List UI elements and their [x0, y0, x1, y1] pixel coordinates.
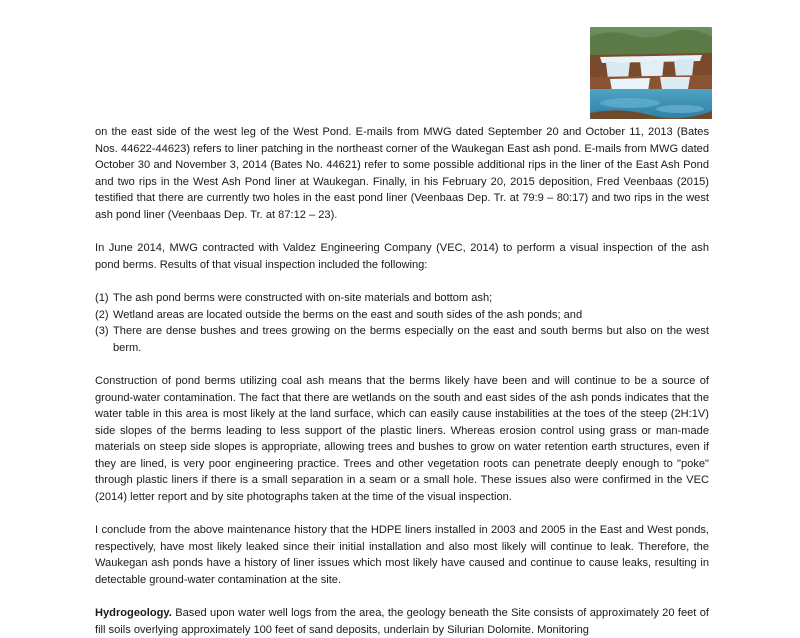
list-item: (2) Wetland areas are located outside the berms on the east and south sides of the ash ponds; and: [95, 308, 583, 321]
paragraph-conclusion: I conclude from the above maintenance history that the HDPE liners installed in 2003 and 2005 in the East and West ponds, respectively, have most likely leaked since their initial installation and also most likely will continue to leak. Therefore, the Waukegan ash ponds have a history of liner issues which most likely have caused and continue to cause leaks, resulting in detectable ground-water contamination at the site.: [95, 524, 709, 587]
paragraph-liner-emails: on the east side of the west leg of the West Pond. E-mails from MWG dated September 20 and October 11, 2013 (Bates Nos. 44622-44623) refers to liner patching in the northeast corner of the Waukegan East ash pond. E-mails from MWG dated October 30 and November 3, 2014 (Bates No. 44621) refer to some possible additional rips in the liner of the East Ash Pond and two rips in the West Ash Pond liner at Waukegan. Finally, in his February 20, 2015 deposition, Fred Veenbaas (2015) testified that there are currently two holes in the east pond liner (Veenbaas Dep. Tr. at 79:9 – 80:17) and two rips in the west ash pond liner (Veenbaas Dep. Tr. at 87:12 – 23).: [95, 126, 709, 221]
document-body: [95, 124, 709, 638]
list-item: (1) The ash pond berms were constructed with on-site materials and bottom ash;: [95, 291, 493, 304]
inspection-results-list: [95, 290, 709, 356]
list-item: (3) There are dense bushes and trees growing on the berms especially on the east and south berms but also on the west berm.: [95, 325, 709, 354]
section-heading: Hydrogeology.: [95, 607, 172, 620]
waterfall-photo-icon: [590, 27, 712, 119]
paragraph-hydrogeology: Hydrogeology. Based upon water well logs from the area, the geology beneath the Site consists of approximately 20 feet of fill soils overlying approximately 100 feet of sand deposits, underlain by Silurian Dolomite. Monitoring: [95, 607, 709, 636]
paragraph-berm-construction: Construction of pond berms utilizing coal ash means that the berms likely have been and will continue to be a source of ground-water contamination. The fact that there are wetlands on the south and east sides of the ash ponds indicates that the water table in this area is most likely at the land surface, which can easily cause instabilities at the toes of the steep (2H:1V) side slopes of the berms leading to less support of the plastic liners. Whereas erosion control using grass or man-made materials on steep side slopes is appropriate, allowing trees and bushes to grow on water retention earth structures, even if they are lined, is very poor engineering practice. Trees and other vegetation roots can penetrate deeply enough to "poke" through plastic liners if there is a small separation in a seam or a small hole. These issues also were confirmed in the VEC (2014) letter report and by site photographs taken at the time of the visual inspection.: [95, 374, 709, 504]
paragraph-vec-inspection: In June 2014, MWG contracted with Valdez Engineering Company (VEC, 2014) to perform a visual inspection of the ash pond berms. Results of that visual inspection included the following:: [95, 242, 709, 271]
